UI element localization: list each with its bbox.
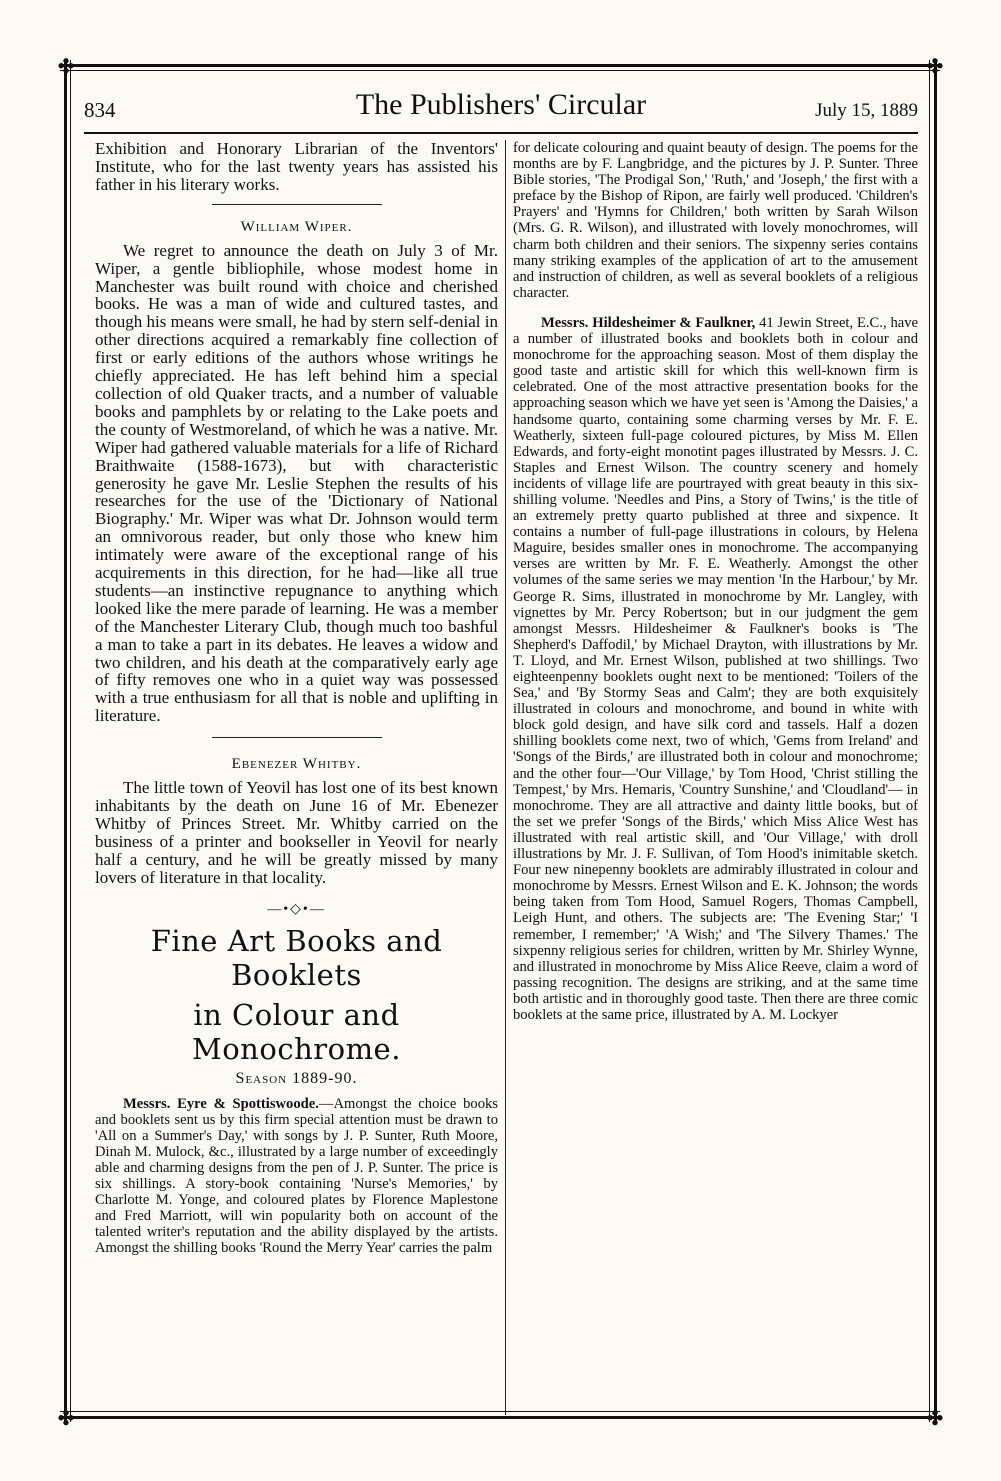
right-border-rule-inner xyxy=(929,60,930,1422)
whitby-obituary: The little town of Yeovil has lost one of its best known inhabitants by the death on June 16 of Mr. Ebenezer Whitby of Princes Street. Mr. Whitby carried on the business of a printer and bookseller in Yeovil for nearly half a century, and he will be greatly missed by many lovers of literature in that locality. xyxy=(95,778,498,887)
season-subtitle: Season 1889-90. xyxy=(235,1069,358,1087)
left-column xyxy=(95,140,498,1415)
page-header xyxy=(84,86,918,126)
wiper-obituary: We regret to announce the death on July 3 of Mr. Wiper, a gentle bibliophile, whose modest home in Manchester was built round with choice and cherished books. He was a man of wide and cultured tastes, and though his means were small, he had by stern self-denial in other directions acquired a remarkably fine collection of first or early editions of the authors whose writings he chiefly appreciated. He has left behind him a special collection of old Quaker tracts, and a number of valuable books and pamphlets by or relating to the Lake poets and the county of Westmoreland, of which he was a native. Mr. Wiper had gathered valuable materials for a life of Richard Braithwaite (1588-1673), but with characteristic generosity he gave Mr. Leslie Stephen the results of his researches for the use of the 'Dictionary of National Biography.' Mr. Wiper was what Dr. Johnson would term an omnivorous reader, but only those who knew him intimately were aware of the exceptional range of his acquirements in this direction, for he had—like all true students—an instinctive repugnance to anything which looked like the mere parade of learning. He was a member of the Manchester Literary Club, though much too bashful a man to take a part in its debates. He leaves a widow and two children, and his death at the comparatively early age of fifty removes one who in a quiet way was possessed with a true enthusiasm for all that is noble and uplifting in literature. xyxy=(95,240,498,726)
intro-paragraph: Exhibition and Honorary Librarian of the Inventors' Institute, who for the last twenty years has assisted his father in his literary works. xyxy=(95,140,498,194)
hildesheimer-paragraph xyxy=(513,315,918,1023)
ornament-corner-icon: ✤ xyxy=(57,54,75,78)
top-border-rule xyxy=(60,64,940,67)
ornament-corner-icon: ✤ xyxy=(926,1406,944,1430)
bottom-border-rule xyxy=(60,1416,940,1419)
section-title-line-2: in Colour and Monochrome. xyxy=(192,997,401,1066)
header-rule xyxy=(84,132,918,134)
paragraph-gap xyxy=(513,301,918,315)
ornament-corner-icon: ✤ xyxy=(57,1406,75,1430)
eyre-continued: for delicate colouring and quaint beauty of design. The poems for the months are by F. Langbridge, and the pictures by J. P. Sunter. Three Bible stories, 'The Prodigal Son,' 'Ruth,' and 'Joseph,' the first with a preface by the Bishop of Ripon, are fairly well produced. 'Children's Prayers' and 'Hymns for Children,' both written by Sarah Wilson (Mrs. G. R. Wilson), and illustrated with lovely monochromes, will charm both children and their seniors. The sixpenny series contains many striking examples of the application of art to the amusement and instruction of children, as well as several booklets of a religious character. xyxy=(513,140,918,301)
ornament-divider: —•◇•— xyxy=(267,901,326,917)
left-border-rule xyxy=(64,60,67,1422)
eyre-lead: Messrs. Eyre & Spottiswoode. xyxy=(123,1095,319,1112)
publication-title: The Publishers' Circular xyxy=(355,88,647,121)
top-border-rule-inner xyxy=(60,70,940,71)
section-divider xyxy=(212,737,382,738)
hildesheimer-lead: Messrs. Hildesheimer & Faulkner, xyxy=(541,314,756,331)
hildesheimer-text: 41 Jewin Street, E.C., have a number of illustrated books and booklets both in colour and monochrome for the approaching season. Most of them display the good taste and artistic skill for which this well-known firm is celebrated. One of the most attractive presentation books for the approaching season which we have yet seen is 'Among the Daisies,' a handsome quarto, containing some charming verses by Mr. F. E. Weatherly, sixteen full-page coloured pictures, by Miss M. Ellen Edwards, and forty-eight monotint pages illustrated by Messrs. J. C. Staples and Ernest Wilson. The country scenery and homely incidents of village life are pourtrayed with great beauty in this six-shilling volume. 'Needles and Pins, a Story of Twins,' is the title of an extremely pretty quarto published at three and sixpence. It contains a number of full-page illustrations in colours, by Helena Maguire, besides smaller ones in monochrome. The accompanying verses are written by Mr. F. E. Weatherly. Amongst the other volumes of the same series we may mention 'In the Harbour,' by Mr. George R. Sims, illustrated in monochrome by Mr. Langley, with vignettes by Mr. Percy Robertson; but in our judgment the gem amongst Messrs. Hildesheimer & Faulkner's books is 'The Shepherd's Daffodil,' by Michael Drayton, with illustrations by Mr. T. Lloyd, and Mr. Ernest Wilson, published at two shillings. Two eighteenpenny booklets ought next to be mentioned: 'Toilers of the Sea,' and 'By Stormy Seas and Calm'; they are both exquisitely illustrated in colours and monochrome, and bound in white with block gold design, and have silk cord and tassels. Half a dozen shilling booklets come next, two of which, 'Gems from Ireland' and 'Songs of the Birds,' are illustrated both in colour and monochrome; and the other four—'Our Village,' by Tom Hood, 'Christ stilling the Tempest,' by Mrs. Hemaris, 'Country Sunshine,' and 'Cloudland'— in monochrome. They are all attractive and dainty little books, but of the set we prefer 'Songs of the Birds,' which Miss Alice West has illustrated with real artistic skill, and 'Our Village,' with droll illustrations by Mr. J. F. Sullivan, of Tom Hood's inimitable sketch. Four new ninepenny booklets are admirably illustrated in colour and monochrome by Messrs. Ernest Wilson and E. K. Johnson; the words being taken from Tom Hood, Samuel Rogers, Thomas Campbell, Leigh Hunt, and others. The subjects are: 'The Evening Star;' 'I remember, I remember;' 'A Wish;' and 'The Silvery Thames.' The sixpenny religious series for children, written by Mr. Shirley Wynne, and illustrated in monochrome by Miss Alice Reeve, claim a word of passing recognition. The designs are striking, and at the same time both artistic and in thoroughly good taste. Then there are three comic booklets at the same price, illustrated by A. M. Lockyer xyxy=(513,314,918,1023)
right-border-rule xyxy=(934,60,937,1422)
issue-date: July 15, 1889 xyxy=(815,100,918,121)
section-title-line-1: Fine Art Books and Booklets xyxy=(150,923,443,992)
eyre-paragraph xyxy=(95,1096,498,1257)
right-column xyxy=(513,140,918,1415)
left-border-rule-inner xyxy=(70,60,71,1422)
ornament-corner-icon: ✤ xyxy=(926,54,944,78)
eyre-text: —Amongst the choice books and booklets sent us by this firm special attention must be drawn to 'All on a Summer's Day,' with songs by J. P. Sunter, Ruth Moore, Dinah M. Mulock, &c., illustrated by a large number of exceedingly able and charming designs from the pen of J. P. Sunter. The price is six shillings. A story-book containing 'Nurse's Memories,' by Charlotte M. Yonge, and coloured plates by Florence Maplestone and Fred Marriott, will win popularity both on account of the talented writer's reputation and the ability displayed by the artists. Amongst the shilling books 'Round the Merry Year' carries the palm xyxy=(95,1095,498,1257)
section-divider xyxy=(212,204,382,205)
page-number: 834 xyxy=(84,98,116,122)
column-divider xyxy=(505,140,506,1415)
wiper-heading: William Wiper. xyxy=(240,218,353,235)
whitby-heading: Ebenezer Whitby. xyxy=(231,756,362,773)
